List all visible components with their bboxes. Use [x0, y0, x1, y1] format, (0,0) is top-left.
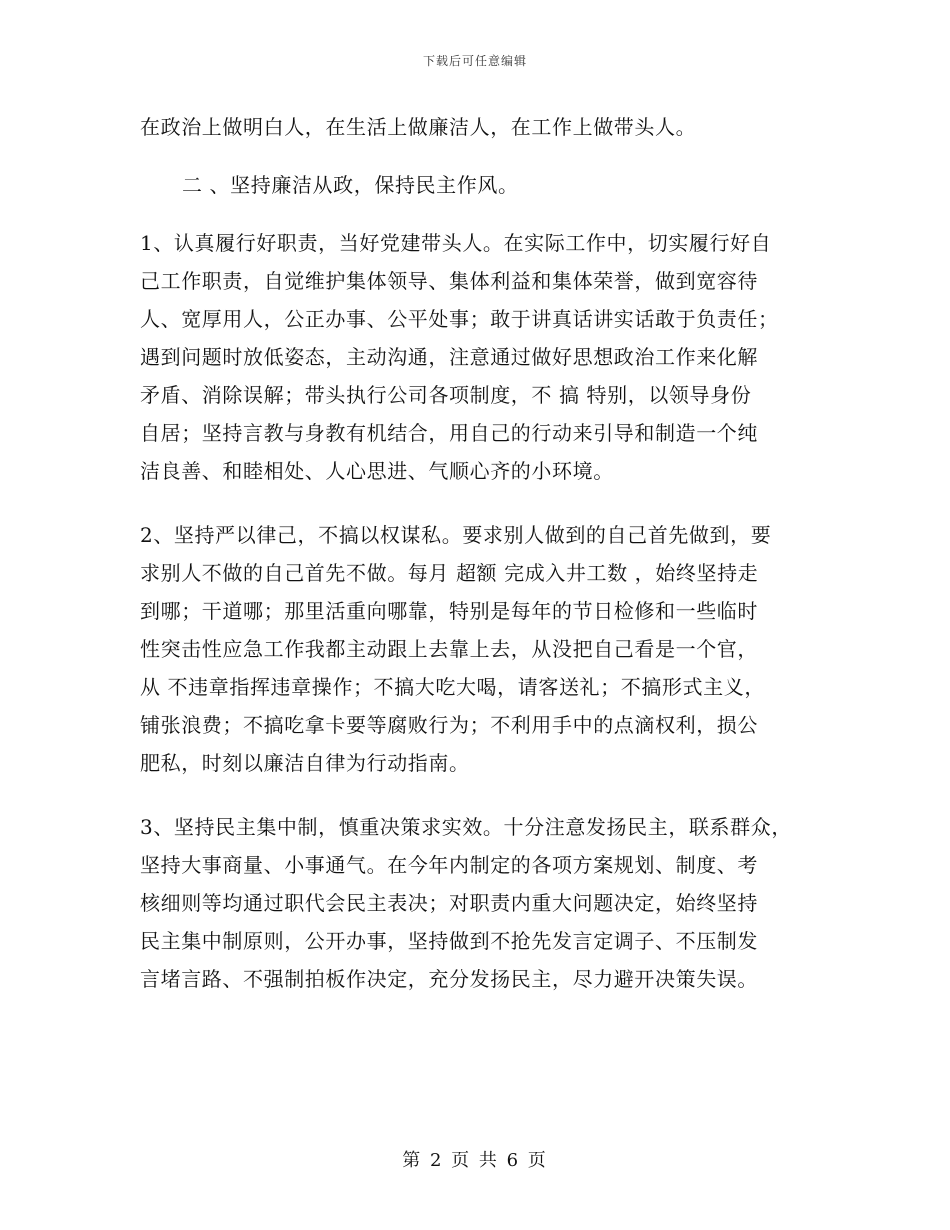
paragraph-1 [140, 224, 830, 490]
paragraph-line: 核细则等均通过职代会民主表决；对职责内重大问题决定，始终坚持 [140, 891, 758, 915]
paragraph-line: 民主集中制原则，公开办事，坚持做到不抢先发言定调子、不压制发 [140, 929, 758, 953]
paragraph-line: 求别人不做的自己首先不做。每月 超额 完成入井工数 ，始终坚持走 [140, 561, 759, 585]
paragraph-line: 己工作职责，自觉维护集体领导、集体利益和集体荣誉，做到宽容待 [140, 269, 758, 293]
document-body [140, 108, 830, 998]
paragraph-line: 洁良善、和睦相处、人心思进、气顺心齐的小环境。 [140, 459, 614, 483]
page-number: 第 2 页 共 6 页 [402, 1150, 548, 1171]
paragraph-line: 3、坚持民主集中制，慎重决策求实效。十分注意发扬民主，联系群众， [140, 815, 792, 839]
paragraph-line: 遇到问题时放低姿态，主动沟通，注意通过做好思想政治工作来化解 [140, 345, 758, 369]
header-note: 下载后可任意编辑 [422, 54, 527, 68]
paragraph-line: 自居；坚持言教与身教有机结合，用自己的行动来引导和制造一个纯 [140, 421, 758, 445]
paragraph-line: 矛盾、消除误解；带头执行公司各项制度，不 搞 特别，以领导身份 [140, 383, 752, 407]
paragraph-line: 到哪；干道哪；那里活重向哪靠，特别是每年的节日检修和一些临时 [140, 599, 758, 623]
paragraph-line: 肥私，时刻以廉洁自律为行动指南。 [140, 751, 470, 775]
paragraph-line: 言堵言路、不强制拍板作决定，充分发扬民主，尽力避开决策失误。 [140, 967, 758, 991]
intro-line: 在政治上做明白人，在生活上做廉洁人，在工作上做带头人。 [140, 115, 697, 139]
paragraph-2 [140, 516, 830, 782]
paragraph-line: 坚持大事商量、小事通气。在今年内制定的各项方案规划、制度、考 [140, 853, 758, 877]
paragraph-line: 性突击性应急工作我都主动跟上去靠上去，从没把自己看是一个官， [140, 637, 758, 661]
paragraph-line: 从 不违章指挥违章操作；不搞大吃大喝，请客送礼；不搞形式主义， [140, 675, 765, 699]
paragraph-3 [140, 808, 830, 998]
paragraph-line: 人、宽厚用人，公正办事、公平处事；敢于讲真话讲实话敢于负责任； [140, 307, 779, 331]
paragraph-line: 1、认真履行好职责，当好党建带头人。在实际工作中，切实履行好自 [140, 231, 772, 255]
paragraph-line: 2、坚持严以律己，不搞以权谋私。要求别人做到的自己首先做到，要 [140, 523, 772, 547]
section-heading: 二 、坚持廉洁从政，保持民主作风。 [182, 173, 519, 197]
paragraph-line: 铺张浪费；不搞吃拿卡要等腐败行为；不利用手中的点滴权利，损公 [140, 713, 758, 737]
